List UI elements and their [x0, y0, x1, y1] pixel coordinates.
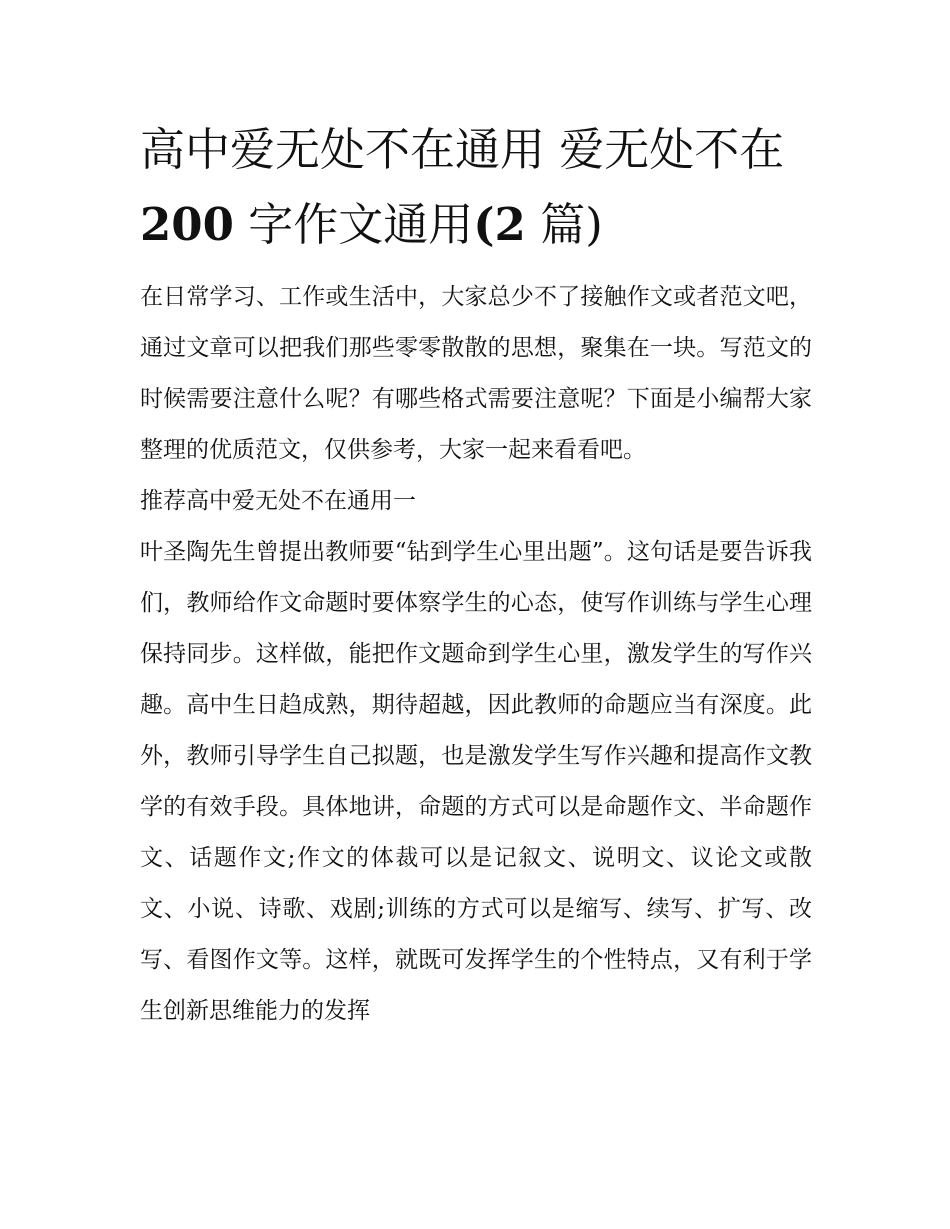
body-paragraph: 叶圣陶先生曾提出教师要“钻到学生心里出题”。这句话是要告诉我们，教师给作文命题时要体察学生的心态，使写作训练与学生心理保持同步。这样做，能把作文题命到学生心里，激发学生的写作兴趣。高中生日趋成熟，期待超越，因此教师的命题应当有深度。此外，教师引导学生自己拟题，也是激发学生写作兴趣和提高作文教学的有效手段。具体地讲，命题的方式可以是命题作文、半命题作文、话题作文;作文的体裁可以是记叙文、说明文、议论文或散文、小说、诗歌、戏剧;训练的方式可以是缩写、续写、扩写、改写、看图作文等。这样，就既可发挥学生的个性特点，又有利于学生创新思维能力的发挥 — [140, 539, 812, 1024]
title-text-part2: 字作文通用 — [248, 198, 474, 251]
document-body — [140, 272, 812, 1037]
section-heading: 推荐高中爱无处不在通用一 — [140, 488, 416, 514]
document-title — [140, 112, 812, 262]
document-content — [140, 112, 812, 1037]
title-number-2: (2 — [473, 198, 526, 251]
title-text-part3: 篇) — [540, 198, 603, 251]
title-number-200: 200 — [140, 198, 234, 251]
title-text-part1: 高中爱无处不在通用 爱无处不在 — [140, 123, 785, 176]
intro-paragraph: 在日常学习、工作或生活中，大家总少不了接触作文或者范文吧，通过文章可以把我们那些零零散散的思想，聚集在一块。写范文的时候需要注意什么呢？有哪些格式需要注意呢？下面是小编帮大家整理的优质范文，仅供参考，大家一起来看看吧。 — [140, 284, 812, 463]
